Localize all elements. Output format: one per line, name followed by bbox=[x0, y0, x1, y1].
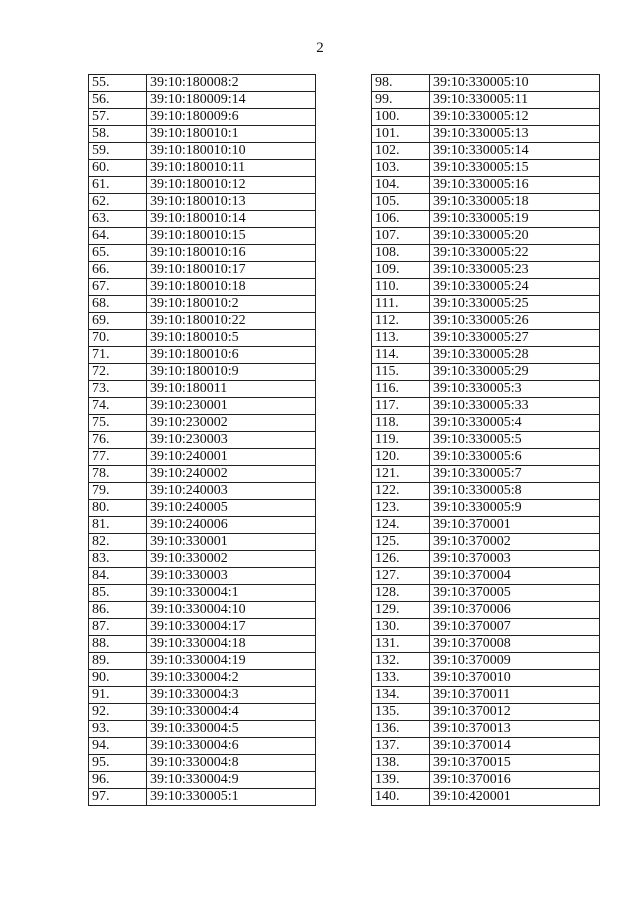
row-number: 69. bbox=[89, 313, 147, 330]
row-number: 79. bbox=[89, 483, 147, 500]
row-number: 95. bbox=[89, 755, 147, 772]
cadastral-number: 39:10:180009:6 bbox=[147, 109, 316, 126]
row-number: 77. bbox=[89, 449, 147, 466]
row-number: 85. bbox=[89, 585, 147, 602]
row-number: 78. bbox=[89, 466, 147, 483]
table-row bbox=[372, 602, 600, 619]
table-row bbox=[372, 534, 600, 551]
row-number: 137. bbox=[372, 738, 430, 755]
cadastral-number: 39:10:180010:10 bbox=[147, 143, 316, 160]
cadastral-number: 39:10:330004:17 bbox=[147, 619, 316, 636]
table-row bbox=[89, 466, 316, 483]
table-row bbox=[372, 704, 600, 721]
row-number: 57. bbox=[89, 109, 147, 126]
row-number: 104. bbox=[372, 177, 430, 194]
table-row bbox=[89, 194, 316, 211]
cadastral-table-right bbox=[371, 74, 600, 806]
cadastral-number: 39:10:330005:11 bbox=[430, 92, 600, 109]
table-row bbox=[372, 670, 600, 687]
table-row bbox=[89, 313, 316, 330]
cadastral-number: 39:10:330005:25 bbox=[430, 296, 600, 313]
table-row bbox=[372, 143, 600, 160]
row-number: 108. bbox=[372, 245, 430, 262]
row-number: 74. bbox=[89, 398, 147, 415]
table-row bbox=[372, 449, 600, 466]
table-row bbox=[372, 517, 600, 534]
cadastral-number: 39:10:330004:19 bbox=[147, 653, 316, 670]
cadastral-number: 39:10:180010:22 bbox=[147, 313, 316, 330]
table-row bbox=[89, 755, 316, 772]
table-row bbox=[372, 653, 600, 670]
table-row bbox=[372, 483, 600, 500]
row-number: 89. bbox=[89, 653, 147, 670]
row-number: 138. bbox=[372, 755, 430, 772]
row-number: 127. bbox=[372, 568, 430, 585]
cadastral-number: 39:10:330005:1 bbox=[147, 789, 316, 806]
table-row bbox=[372, 636, 600, 653]
row-number: 91. bbox=[89, 687, 147, 704]
row-number: 122. bbox=[372, 483, 430, 500]
row-number: 84. bbox=[89, 568, 147, 585]
row-number: 64. bbox=[89, 228, 147, 245]
cadastral-number: 39:10:330005:8 bbox=[430, 483, 600, 500]
row-number: 126. bbox=[372, 551, 430, 568]
row-number: 81. bbox=[89, 517, 147, 534]
table-row bbox=[89, 381, 316, 398]
cadastral-number: 39:10:330002 bbox=[147, 551, 316, 568]
cadastral-number: 39:10:180010:11 bbox=[147, 160, 316, 177]
cadastral-number: 39:10:330005:3 bbox=[430, 381, 600, 398]
cadastral-number: 39:10:370016 bbox=[430, 772, 600, 789]
table-row bbox=[372, 687, 600, 704]
table-row bbox=[372, 568, 600, 585]
row-number: 58. bbox=[89, 126, 147, 143]
row-number: 107. bbox=[372, 228, 430, 245]
cadastral-number: 39:10:370012 bbox=[430, 704, 600, 721]
row-number: 136. bbox=[372, 721, 430, 738]
row-number: 132. bbox=[372, 653, 430, 670]
row-number: 109. bbox=[372, 262, 430, 279]
cadastral-number: 39:10:370010 bbox=[430, 670, 600, 687]
row-number: 56. bbox=[89, 92, 147, 109]
cadastral-number: 39:10:180008:2 bbox=[147, 75, 316, 92]
table-row bbox=[372, 279, 600, 296]
cadastral-number: 39:10:180010:16 bbox=[147, 245, 316, 262]
cadastral-number: 39:10:330005:29 bbox=[430, 364, 600, 381]
table-row bbox=[372, 228, 600, 245]
row-number: 139. bbox=[372, 772, 430, 789]
row-number: 123. bbox=[372, 500, 430, 517]
table-row bbox=[89, 75, 316, 92]
row-number: 80. bbox=[89, 500, 147, 517]
cadastral-number: 39:10:370013 bbox=[430, 721, 600, 738]
table-row bbox=[89, 619, 316, 636]
table-row bbox=[89, 653, 316, 670]
table-row bbox=[89, 228, 316, 245]
table-row bbox=[89, 296, 316, 313]
cadastral-number: 39:10:330005:10 bbox=[430, 75, 600, 92]
row-number: 75. bbox=[89, 415, 147, 432]
cadastral-number: 39:10:370004 bbox=[430, 568, 600, 585]
table-row bbox=[89, 772, 316, 789]
table-row bbox=[89, 143, 316, 160]
cadastral-number: 39:10:330005:22 bbox=[430, 245, 600, 262]
cadastral-number: 39:10:330005:18 bbox=[430, 194, 600, 211]
table-row bbox=[372, 347, 600, 364]
cadastral-number: 39:10:330004:10 bbox=[147, 602, 316, 619]
row-number: 102. bbox=[372, 143, 430, 160]
table-row bbox=[372, 755, 600, 772]
row-number: 87. bbox=[89, 619, 147, 636]
cadastral-number: 39:10:180010:18 bbox=[147, 279, 316, 296]
row-number: 59. bbox=[89, 143, 147, 160]
row-number: 63. bbox=[89, 211, 147, 228]
table-row bbox=[372, 194, 600, 211]
row-number: 86. bbox=[89, 602, 147, 619]
cadastral-number: 39:10:240005 bbox=[147, 500, 316, 517]
row-number: 130. bbox=[372, 619, 430, 636]
row-number: 119. bbox=[372, 432, 430, 449]
row-number: 83. bbox=[89, 551, 147, 568]
table-row bbox=[89, 126, 316, 143]
cadastral-number: 39:10:330005:7 bbox=[430, 466, 600, 483]
row-number: 128. bbox=[372, 585, 430, 602]
cadastral-number: 39:10:370001 bbox=[430, 517, 600, 534]
cadastral-number: 39:10:180010:14 bbox=[147, 211, 316, 228]
table-row bbox=[372, 245, 600, 262]
cadastral-number: 39:10:180010:5 bbox=[147, 330, 316, 347]
cadastral-number: 39:10:330005:15 bbox=[430, 160, 600, 177]
table-row bbox=[89, 721, 316, 738]
cadastral-number: 39:10:420001 bbox=[430, 789, 600, 806]
row-number: 99. bbox=[372, 92, 430, 109]
row-number: 116. bbox=[372, 381, 430, 398]
table-row bbox=[372, 381, 600, 398]
table-row bbox=[89, 704, 316, 721]
table-row bbox=[372, 160, 600, 177]
cadastral-number: 39:10:330004:1 bbox=[147, 585, 316, 602]
cadastral-number: 39:10:330005:33 bbox=[430, 398, 600, 415]
table-row bbox=[89, 585, 316, 602]
cadastral-number: 39:10:180010:13 bbox=[147, 194, 316, 211]
table-row bbox=[372, 789, 600, 806]
row-number: 67. bbox=[89, 279, 147, 296]
cadastral-number: 39:10:230001 bbox=[147, 398, 316, 415]
cadastral-number: 39:10:240006 bbox=[147, 517, 316, 534]
table-row bbox=[372, 313, 600, 330]
row-number: 134. bbox=[372, 687, 430, 704]
row-number: 68. bbox=[89, 296, 147, 313]
cadastral-number: 39:10:370008 bbox=[430, 636, 600, 653]
cadastral-number: 39:10:330005:4 bbox=[430, 415, 600, 432]
cadastral-number: 39:10:330004:4 bbox=[147, 704, 316, 721]
cadastral-number: 39:10:330005:13 bbox=[430, 126, 600, 143]
cadastral-number: 39:10:370006 bbox=[430, 602, 600, 619]
cadastral-number: 39:10:330005:23 bbox=[430, 262, 600, 279]
cadastral-number: 39:10:180010:12 bbox=[147, 177, 316, 194]
table-row bbox=[372, 466, 600, 483]
cadastral-number: 39:10:330005:6 bbox=[430, 449, 600, 466]
cadastral-number: 39:10:330005:28 bbox=[430, 347, 600, 364]
row-number: 120. bbox=[372, 449, 430, 466]
table-row bbox=[89, 449, 316, 466]
cadastral-number: 39:10:330004:9 bbox=[147, 772, 316, 789]
page-number: 2 bbox=[316, 40, 324, 56]
table-row bbox=[89, 432, 316, 449]
row-number: 129. bbox=[372, 602, 430, 619]
table-row bbox=[89, 330, 316, 347]
table-row bbox=[89, 534, 316, 551]
table-row bbox=[372, 126, 600, 143]
row-number: 121. bbox=[372, 466, 430, 483]
table-row bbox=[372, 721, 600, 738]
row-number: 111. bbox=[372, 296, 430, 313]
cadastral-number: 39:10:330003 bbox=[147, 568, 316, 585]
table-row bbox=[89, 415, 316, 432]
cadastral-table-left bbox=[88, 74, 316, 806]
cadastral-number: 39:10:330005:5 bbox=[430, 432, 600, 449]
table-row bbox=[372, 177, 600, 194]
row-number: 106. bbox=[372, 211, 430, 228]
cadastral-number: 39:10:180010:2 bbox=[147, 296, 316, 313]
table-row bbox=[372, 619, 600, 636]
row-number: 113. bbox=[372, 330, 430, 347]
table-row bbox=[372, 211, 600, 228]
table-row bbox=[372, 772, 600, 789]
table-row bbox=[372, 551, 600, 568]
cadastral-number: 39:10:180011 bbox=[147, 381, 316, 398]
row-number: 94. bbox=[89, 738, 147, 755]
table-row bbox=[89, 177, 316, 194]
cadastral-number: 39:10:240002 bbox=[147, 466, 316, 483]
cadastral-number: 39:10:330004:3 bbox=[147, 687, 316, 704]
table-row bbox=[89, 789, 316, 806]
table-row bbox=[89, 483, 316, 500]
table-row bbox=[89, 160, 316, 177]
cadastral-number: 39:10:230003 bbox=[147, 432, 316, 449]
row-number: 66. bbox=[89, 262, 147, 279]
cadastral-number: 39:10:180010:1 bbox=[147, 126, 316, 143]
cadastral-number: 39:10:370003 bbox=[430, 551, 600, 568]
row-number: 103. bbox=[372, 160, 430, 177]
table-row bbox=[89, 211, 316, 228]
cadastral-number: 39:10:330004:8 bbox=[147, 755, 316, 772]
table-row bbox=[89, 262, 316, 279]
row-number: 71. bbox=[89, 347, 147, 364]
cadastral-number: 39:10:330005:20 bbox=[430, 228, 600, 245]
row-number: 140. bbox=[372, 789, 430, 806]
table-row bbox=[372, 738, 600, 755]
table-row bbox=[89, 602, 316, 619]
row-number: 55. bbox=[89, 75, 147, 92]
table-row bbox=[89, 517, 316, 534]
table-row bbox=[372, 398, 600, 415]
row-number: 62. bbox=[89, 194, 147, 211]
row-number: 112. bbox=[372, 313, 430, 330]
cadastral-number: 39:10:180010:17 bbox=[147, 262, 316, 279]
cadastral-number: 39:10:230002 bbox=[147, 415, 316, 432]
table-row bbox=[372, 75, 600, 92]
table-row bbox=[89, 500, 316, 517]
cadastral-number: 39:10:330005:9 bbox=[430, 500, 600, 517]
table-row bbox=[89, 398, 316, 415]
row-number: 114. bbox=[372, 347, 430, 364]
row-number: 101. bbox=[372, 126, 430, 143]
table-row bbox=[372, 92, 600, 109]
cadastral-number: 39:10:370015 bbox=[430, 755, 600, 772]
table-row bbox=[372, 585, 600, 602]
row-number: 115. bbox=[372, 364, 430, 381]
row-number: 92. bbox=[89, 704, 147, 721]
cadastral-number: 39:10:330005:16 bbox=[430, 177, 600, 194]
cadastral-number: 39:10:240001 bbox=[147, 449, 316, 466]
row-number: 125. bbox=[372, 534, 430, 551]
table-row bbox=[89, 92, 316, 109]
table-row bbox=[372, 364, 600, 381]
row-number: 61. bbox=[89, 177, 147, 194]
table-row bbox=[89, 279, 316, 296]
row-number: 90. bbox=[89, 670, 147, 687]
row-number: 76. bbox=[89, 432, 147, 449]
table-row bbox=[372, 330, 600, 347]
table-row bbox=[89, 636, 316, 653]
table-row bbox=[89, 245, 316, 262]
cadastral-number: 39:10:370007 bbox=[430, 619, 600, 636]
cadastral-number: 39:10:330005:12 bbox=[430, 109, 600, 126]
row-number: 65. bbox=[89, 245, 147, 262]
table-body-left bbox=[89, 75, 316, 806]
cadastral-number: 39:10:330005:26 bbox=[430, 313, 600, 330]
table-row bbox=[89, 109, 316, 126]
cadastral-number: 39:10:330004:18 bbox=[147, 636, 316, 653]
cadastral-number: 39:10:330001 bbox=[147, 534, 316, 551]
row-number: 110. bbox=[372, 279, 430, 296]
cadastral-number: 39:10:370011 bbox=[430, 687, 600, 704]
row-number: 73. bbox=[89, 381, 147, 398]
row-number: 88. bbox=[89, 636, 147, 653]
cadastral-number: 39:10:180009:14 bbox=[147, 92, 316, 109]
cadastral-number: 39:10:330005:27 bbox=[430, 330, 600, 347]
cadastral-number: 39:10:330005:24 bbox=[430, 279, 600, 296]
row-number: 97. bbox=[89, 789, 147, 806]
table-row bbox=[89, 738, 316, 755]
row-number: 70. bbox=[89, 330, 147, 347]
cadastral-number: 39:10:180010:15 bbox=[147, 228, 316, 245]
row-number: 60. bbox=[89, 160, 147, 177]
table-row bbox=[89, 347, 316, 364]
table-row bbox=[89, 364, 316, 381]
cadastral-number: 39:10:370014 bbox=[430, 738, 600, 755]
table-row bbox=[372, 262, 600, 279]
table-row bbox=[89, 687, 316, 704]
cadastral-number: 39:10:370009 bbox=[430, 653, 600, 670]
row-number: 124. bbox=[372, 517, 430, 534]
table-row bbox=[372, 109, 600, 126]
row-number: 135. bbox=[372, 704, 430, 721]
cadastral-number: 39:10:330005:14 bbox=[430, 143, 600, 160]
row-number: 82. bbox=[89, 534, 147, 551]
cadastral-number: 39:10:330005:19 bbox=[430, 211, 600, 228]
table-row bbox=[89, 670, 316, 687]
table-row bbox=[89, 551, 316, 568]
cadastral-number: 39:10:330004:6 bbox=[147, 738, 316, 755]
cadastral-number: 39:10:370005 bbox=[430, 585, 600, 602]
row-number: 133. bbox=[372, 670, 430, 687]
table-row bbox=[372, 500, 600, 517]
table-row bbox=[372, 415, 600, 432]
row-number: 96. bbox=[89, 772, 147, 789]
table-row bbox=[372, 296, 600, 313]
row-number: 100. bbox=[372, 109, 430, 126]
row-number: 117. bbox=[372, 398, 430, 415]
cadastral-number: 39:10:180010:6 bbox=[147, 347, 316, 364]
table-row bbox=[372, 432, 600, 449]
row-number: 131. bbox=[372, 636, 430, 653]
row-number: 105. bbox=[372, 194, 430, 211]
cadastral-number: 39:10:330004:2 bbox=[147, 670, 316, 687]
cadastral-number: 39:10:180010:9 bbox=[147, 364, 316, 381]
cadastral-number: 39:10:370002 bbox=[430, 534, 600, 551]
row-number: 72. bbox=[89, 364, 147, 381]
row-number: 98. bbox=[372, 75, 430, 92]
table-row bbox=[89, 568, 316, 585]
row-number: 118. bbox=[372, 415, 430, 432]
row-number: 93. bbox=[89, 721, 147, 738]
table-body-right bbox=[372, 75, 600, 806]
cadastral-number: 39:10:240003 bbox=[147, 483, 316, 500]
cadastral-number: 39:10:330004:5 bbox=[147, 721, 316, 738]
